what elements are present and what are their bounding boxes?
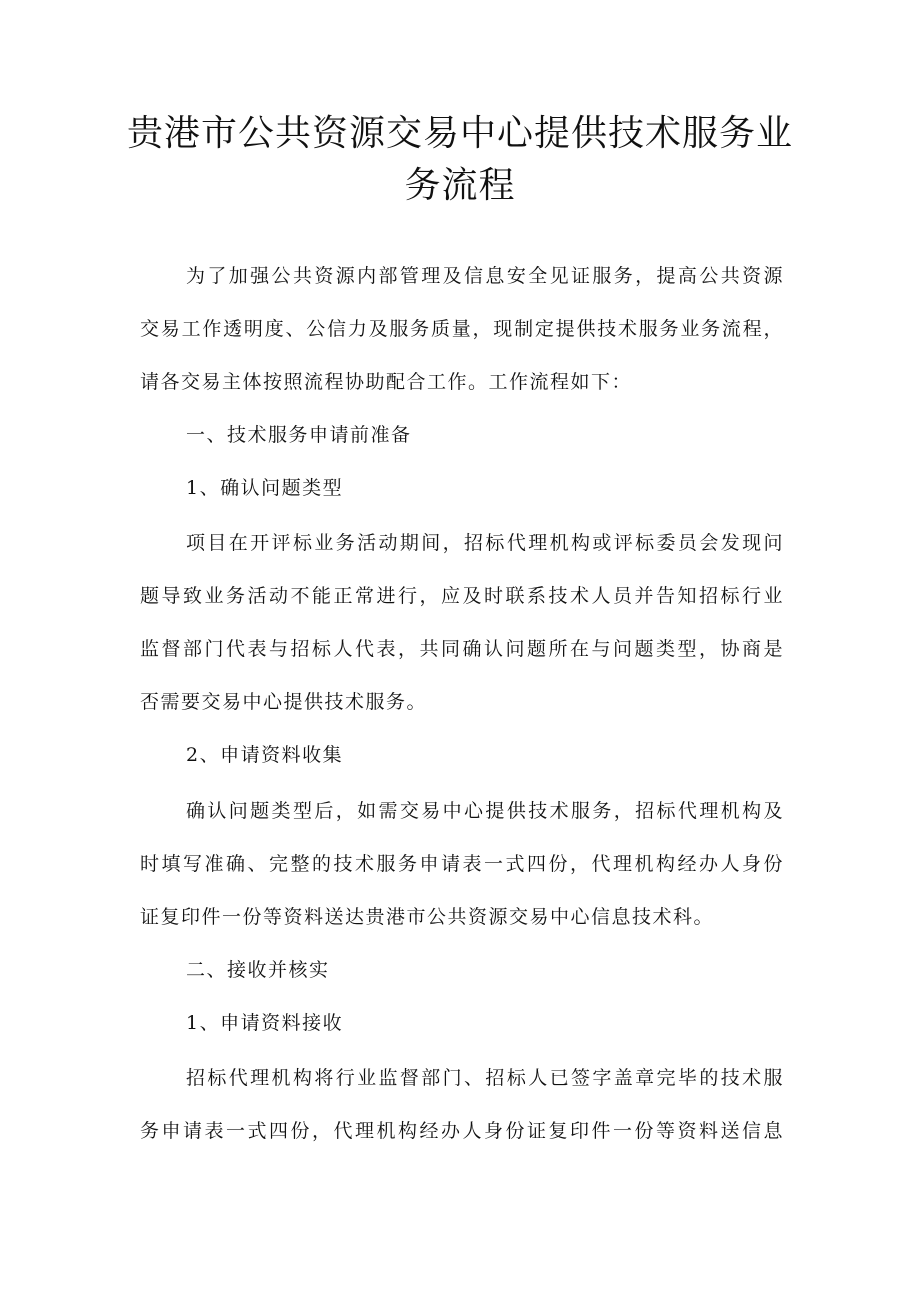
- subsection-heading-2-1: 1、申请资料接收: [186, 1012, 344, 1034]
- paragraph-intro-line-1: 为了加强公共资源内部管理及信息安全见证服务，提高公共资源: [186, 265, 784, 287]
- paragraph-1-1-line-4: 否需要交易中心提供技术服务。: [140, 691, 428, 713]
- paragraph-1-1-line-3: 监督部门代表与招标人代表，共同确认问题所在与问题类型，协商是: [140, 638, 784, 660]
- paragraph-1-1-line-2: 题导致业务活动不能正常进行，应及时联系技术人员并告知招标行业: [140, 585, 784, 607]
- document-title-line-1: 贵港市公共资源交易中心提供技术服务业: [126, 113, 793, 154]
- paragraph-intro-line-3: 请各交易主体按照流程协助配合工作。工作流程如下：: [140, 371, 633, 393]
- paragraph-2-1-line-2: 务申请表一式四份，代理机构经办人身份证复印件一份等资料送信息: [140, 1120, 784, 1142]
- section-heading-2: 二、接收并核实: [186, 959, 330, 981]
- paragraph-1-2-line-3: 证复印件一份等资料送达贵港市公共资源交易中心信息技术科。: [140, 906, 715, 928]
- paragraph-1-1-line-1: 项目在开评标业务活动期间，招标代理机构或评标委员会发现问: [186, 532, 784, 554]
- paragraph-2-1-line-1: 招标代理机构将行业监督部门、招标人已签字盖章完毕的技术服: [186, 1067, 784, 1089]
- document-title-line-2: 务流程: [404, 165, 516, 206]
- section-heading-1: 一、技术服务申请前准备: [186, 424, 412, 446]
- subsection-heading-1-2: 2、申请资料收集: [186, 744, 344, 766]
- subsection-heading-1-1: 1、确认问题类型: [186, 477, 344, 499]
- paragraph-1-2-line-1: 确认问题类型后，如需交易中心提供技术服务，招标代理机构及: [186, 800, 784, 822]
- paragraph-1-2-line-2: 时填写准确、完整的技术服务申请表一式四份，代理机构经办人身份: [140, 853, 784, 875]
- paragraph-intro-line-2: 交易工作透明度、公信力及服务质量，现制定提供技术服务业务流程，: [140, 318, 784, 340]
